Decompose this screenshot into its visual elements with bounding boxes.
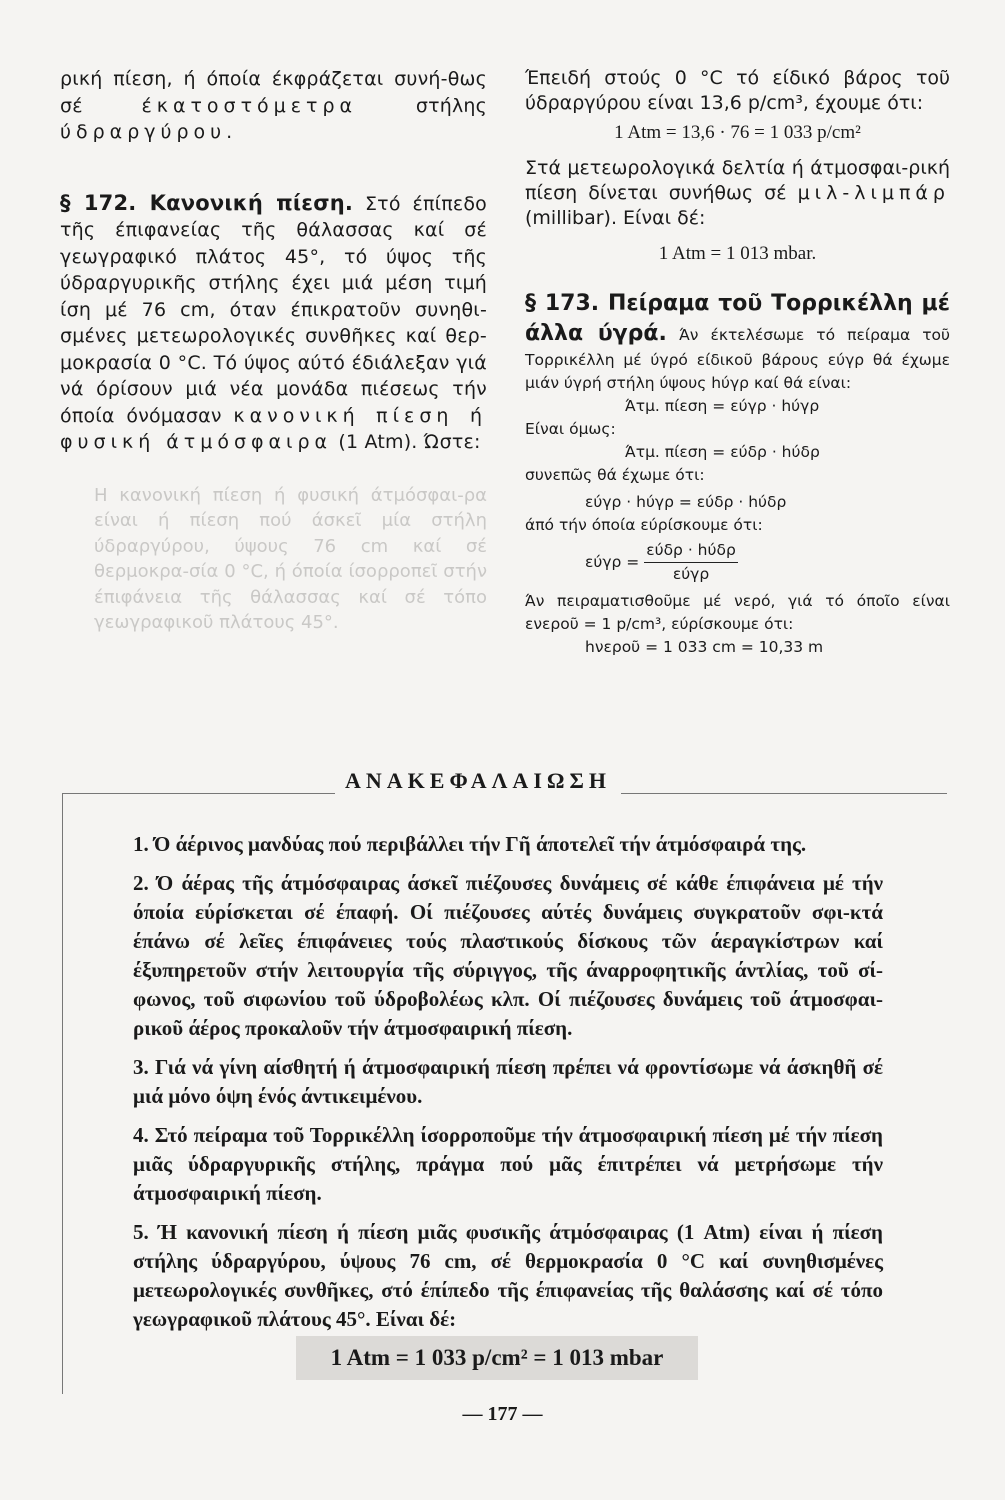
line-5: συνεπῶς θά έχωμε ότι: (525, 466, 705, 484)
summary-item: 2. Ό άέρας τῆς άτμόσφαιρας άσκεῖ πιέζουσες δυνάμεις σέ κάθε έπιφάνεια μέ τήν όποία εύρίσκεται σέ έπαφή. Οί πιέζουσες αύτές δυνάμεις συγκρατοῦν σφι-κτά έπάνω σέ λεῖες έπιφάνειες τούς πλαστικούς δίσκους τῶν άεραγκίστρων καί έξυπηρετοῦν στήν λειτουργία τῆς σύριγγος, τῆς άναρροφητικῆς άντλίας, τοῦ σί-φωνος, τοῦ σιφωνίου τοῦ ύδροβολέως κλπ. Οί πιέζουσες δυνάμεις τοῦ άτμοσφαι-ρικοῦ άέρος προκαλοῦν τήν άτμοσφαιρική πίεση. (133, 871, 883, 1040)
equation-6 (525, 539, 950, 586)
summary-list (133, 830, 883, 1344)
summary-formula: 1 Atm = 1 033 p/cm² = 1 013 mbar (296, 1336, 698, 1380)
intro-paragraph (60, 66, 487, 146)
millibar-end: (millibar). Είναι δέ: (525, 207, 706, 229)
equation-6-numerator: εύδρ · hύδρ (644, 539, 738, 563)
line-4: Είναι όμως: (525, 420, 616, 438)
equation-6-left: εύγρ = (585, 553, 640, 571)
right-column (525, 66, 950, 659)
summary-item: 1. Ό άέρινος μανδύας πού περιβάλλει τήν Γῆ άποτελεῖ τήν άτμόσφαιρά της. (133, 832, 807, 856)
page-number: — 177 — (462, 1403, 543, 1425)
summary-item: 4. Στό πείραμα τοῦ Τορρικέλλη ίσορροποῦμε τήν άτμοσφαιρική πίεση μέ τήν πίεση μιᾶς ύδραργυρικῆς στήλης, πράγμα πού μᾶς έπιτρέπει νά μετρήσωμε τήν άτμοσφαιρική πίεση. (133, 1123, 883, 1205)
mercury-paragraph: Έπειδή στούς 0 °C τό είδικό βάρος τοῦ ύδραργύρου είναι 13,6 p/cm³, έχουμε ότι: (525, 67, 950, 114)
equation-7: hνεροῦ = 1 033 cm = 10,33 m (585, 638, 824, 656)
line-6: άπό τήν όποία εύρίσκουμε ότι: (525, 516, 763, 534)
equation-6-fraction (644, 539, 738, 586)
left-column (60, 66, 487, 636)
section-173-text: Άν έκτελέσωμε τό πείραμα τοῦ Τορρικέλλη μέ ύγρό είδικοῦ βάρους εύγρ θά έχωμε μιάν ύγρή στήλη ύψους hύγρ καί θά είναι: (525, 326, 950, 392)
section-173 (525, 289, 950, 395)
summary-title: ΑΝΑΚΕΦΑΛΑΙΩΣΗ (335, 768, 621, 794)
section-173-title: § 173. Πείραμα τοῦ Τορρικέλλη μέ άλλα ύγρά. (525, 291, 950, 346)
equation-6-denominator: εύγρ (672, 565, 710, 583)
millibar-spaced: μιλ-λιμπάρ (797, 182, 950, 204)
millibar-text: Στά μετεωρολογικά δελτία ή άτμοσφαι-ρική πίεση δίνεται συνήθως σέ (525, 157, 950, 204)
summary-item: 3. Γιά νά γίνη αίσθητή ή άτμοσφαιρική πίεση πρέπει νά φροντίσωμε νά άσκηθῆ σέ μιά μόνο όψη ένός άντικειμένου. (133, 1055, 883, 1108)
intro-last: ύδραργύρου. (60, 121, 238, 143)
section-172-title: § 172. Κανονική πίεση. (60, 190, 354, 215)
section-172-end: (1 Atm). Ώστε: (338, 431, 481, 453)
equation-5: εύγρ · hύγρ = εύδρ · hύδρ (585, 493, 787, 511)
section-172-spaced: κανονική πίεση ή φυσική άτμόσφαιρα (60, 404, 487, 453)
definition-box: Η κανονική πίεση ή φυσική άτμόσφαι-ρα είναι ή πίεση πού άσκεῖ μία στήλη ύδραργύρου, ύψους 76 cm καί σέ θερμοκρα-σία 0 °C, ή όποία ίσορροπεῖ στήν έπιφάνεια τῆς θάλασσας καί σέ τόπο γεωγραφικοῦ πλάτους 45°. (94, 484, 487, 633)
equation-1: 1 Atm = 13,6 · 76 = 1 033 p/cm² (614, 122, 861, 143)
equation-3: Άτμ. πίεση = εύγρ · hύγρ (625, 397, 820, 415)
millibar-paragraph (525, 156, 950, 231)
intro-text: ρική πίεση, ή όποία έκφράζεται συνή-θως σέ (60, 68, 487, 117)
intro-spaced: έκατοστόμετρα (141, 94, 358, 117)
equation-2: 1 Atm = 1 013 mbar. (658, 243, 817, 264)
summary-item: 5. Ή κανονική πίεση ή πίεση μιᾶς φυσικῆς άτμόσφαιρας (1 Atm) είναι ή πίεση στήλης ύδραργύρου, ύψους 76 cm, σέ θερμοκρασία 0 °C καί συνηθισμένες μετεωρολογικές συνθῆκες, στό έπίπεδο τῆς έπιφανείας τῆς θαλάσσης καί σέ τόπο γεωγραφικοῦ πλάτους 45°. Είναι δέ: (133, 1220, 883, 1331)
section-172 (60, 190, 487, 456)
line-7: Άν πειραματισθοῦμε μέ νερό, γιά τό όποῖο είναι ενεροῦ = 1 p/cm³, εύρίσκουμε ότι: (525, 592, 950, 633)
equation-4: Άτμ. πίεση = εύδρ · hύδρ (625, 443, 820, 461)
section-172-text: Στό έπίπεδο τῆς έπιφανείας τῆς θάλασσας καί σέ γεωγραφικό πλάτος 45°, τό ύψος τῆς ύδραργυρικῆς στήλης έχει μιά μέση τιμή ίση μέ 76 cm, όταν έπικρατοῦν συνηθι-σμένες μετεωρολογικές συνθῆκες καί θερ-μοκρασία 0 °C. Τό ύψος αύτό έδιάλεξαν γιά νά όρίσουν μιά νέα μονάδα πιέσεως τήν όποία όνόμασαν (60, 192, 488, 427)
intro-end: στήλης (415, 94, 487, 117)
